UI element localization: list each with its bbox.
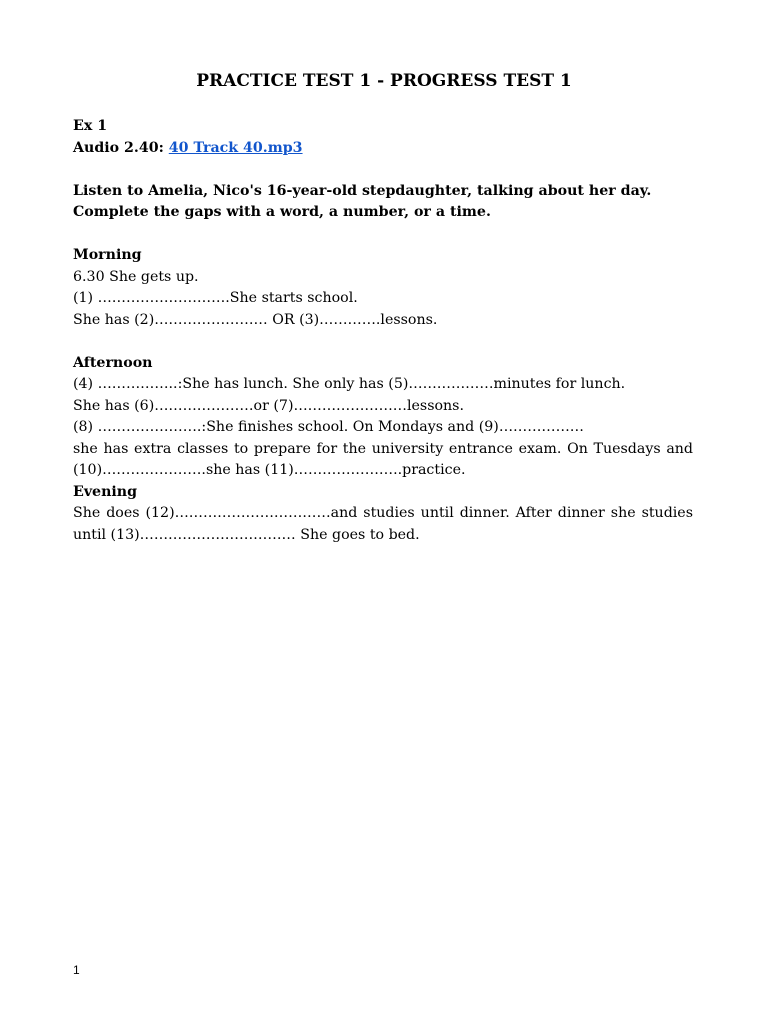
audio-label: Audio 2.40: [73, 139, 169, 156]
instruction-line: Complete the gaps with a word, a number, or a time. [73, 204, 491, 220]
worksheet-body [73, 116, 693, 546]
section-heading-evening: Evening [73, 483, 138, 500]
audio-file-link[interactable]: 40 Track 40.mp3 [168, 139, 303, 156]
exercise-label: Ex 1 [73, 118, 108, 134]
page-number: 1 [73, 963, 80, 977]
afternoon-line: (8) ………………….:She finishes school. On Mondays and (9)……………… [73, 419, 584, 435]
section-heading-afternoon: Afternoon [73, 354, 153, 371]
afternoon-line: She has (6)…………………or (7)……………………lessons. [73, 397, 464, 414]
morning-line: She has (2)…………………… OR (3)………….lessons. [73, 311, 438, 328]
spacer [73, 159, 693, 181]
afternoon-paragraph: she has extra classes to prepare for the university entrance exam. On Tuesdays and (10)………………….she has (11)…………………..practice. [73, 440, 693, 478]
audio-line [73, 138, 693, 160]
evening-paragraph: She does (12)……………………………and studies until dinner. After dinner she studies until (13)…………………………… She goes to bed. [73, 505, 693, 543]
morning-line: (1) ……………………….She starts school. [73, 290, 358, 306]
spacer [73, 224, 693, 246]
afternoon-line: (4) ……………..:She has lunch. She only has (5)………………minutes for lunch. [73, 376, 626, 392]
morning-line: 6.30 She gets up. [73, 268, 199, 285]
section-heading-morning: Morning [73, 247, 142, 263]
instruction-line: Listen to Amelia, Nico's 16-year-old stepdaughter, talking about her day. [73, 182, 652, 199]
spacer [73, 331, 693, 353]
page-title: PRACTICE TEST 1 - PROGRESS TEST 1 [196, 71, 572, 91]
